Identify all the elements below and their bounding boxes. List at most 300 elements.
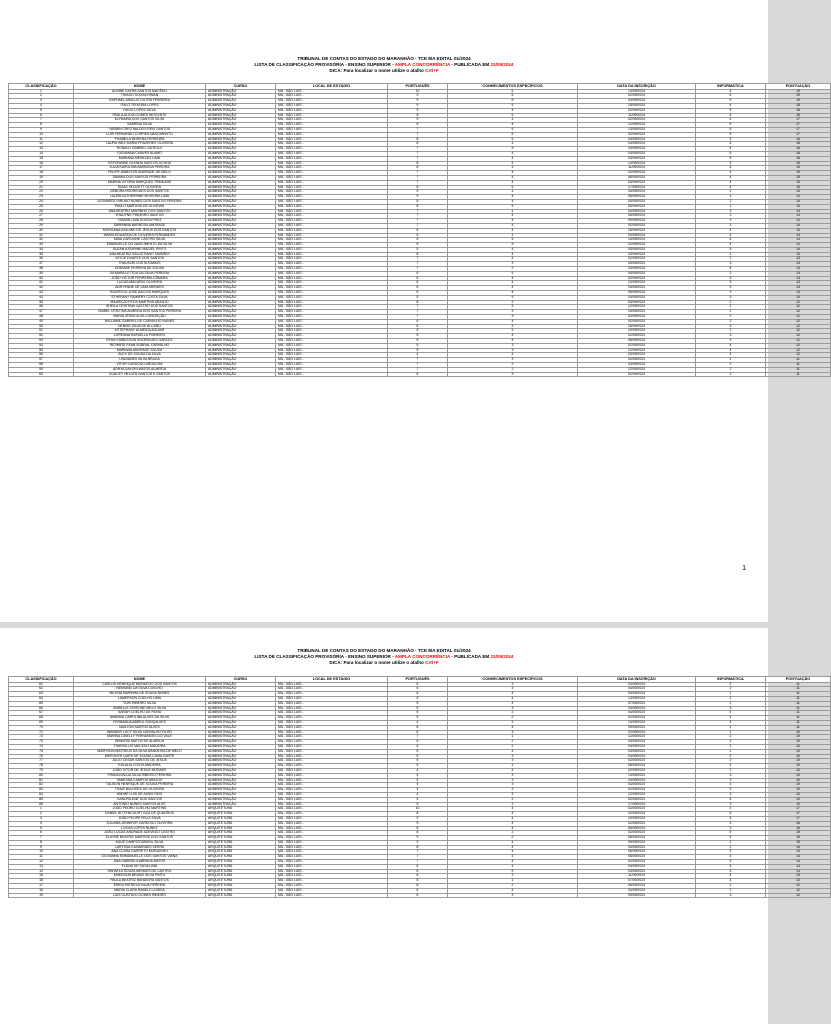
especificos-cell: 4 xyxy=(448,281,578,286)
portugues-cell: 7 xyxy=(388,257,448,262)
header-tip-text: DICA: Para localizar o nome utilize o atalho xyxy=(329,660,426,666)
informatica-cell: 3 xyxy=(696,223,766,228)
local-cell: MA - SÃO LUÍS - xyxy=(276,199,388,204)
portugues-cell: 7 xyxy=(388,315,448,320)
local-cell: MA - SÃO LUÍS - xyxy=(276,300,388,305)
especificos-cell: 4 xyxy=(448,812,578,817)
local-cell: MA - SÃO LUÍS - xyxy=(276,692,388,697)
local-cell: MA - SÃO LUÍS - xyxy=(276,132,388,137)
pontuacao-cell: 12 xyxy=(766,319,831,324)
nome-cell: JOÃO VITOR DE JESUS MORAES xyxy=(74,768,206,773)
classificacao-cell: 11 xyxy=(9,137,74,142)
informatica-cell: 3 xyxy=(696,339,766,344)
local-cell: MA - SÃO LUÍS - xyxy=(276,725,388,730)
pontuacao-cell: 12 xyxy=(766,334,831,339)
curso-cell: ADMINISTRAÇÃO xyxy=(206,701,276,706)
especificos-cell: 3 xyxy=(448,687,578,692)
especificos-cell: 4 xyxy=(448,339,578,344)
page-header xyxy=(0,56,768,75)
portugues-cell: 7 xyxy=(388,127,448,132)
informatica-cell: 3 xyxy=(696,281,766,286)
classificacao-cell: 8 xyxy=(9,840,74,845)
pontuacao-cell: 13 xyxy=(766,252,831,257)
nome-cell: ELAYNE BEATRIZ MARTINS DOS SANTOS xyxy=(74,836,206,841)
data-cell: 12/09/2024 xyxy=(578,735,696,740)
data-cell: 05/09/2024 xyxy=(578,291,696,296)
especificos-cell: 5 xyxy=(448,238,578,243)
informatica-cell: 5 xyxy=(696,151,766,156)
nome-cell: WERONYK LIARS DE SOUSA CAVALCANTE xyxy=(74,754,206,759)
data-cell: 10/09/2024 xyxy=(578,281,696,286)
portugues-cell: 7 xyxy=(388,267,448,272)
informatica-cell: 4 xyxy=(696,228,766,233)
nome-cell: SUZAN KATARINE MACIEL PINTO xyxy=(74,247,206,252)
portugues-cell: 7 xyxy=(388,850,448,855)
portugues-cell: 6 xyxy=(388,864,448,869)
classificacao-cell: 19 xyxy=(9,893,74,898)
portugues-cell: 6 xyxy=(388,687,448,692)
informatica-cell: 4 xyxy=(696,797,766,802)
portugues-cell: 6 xyxy=(388,291,448,296)
data-cell: 02/09/2024 xyxy=(578,788,696,793)
portugues-cell: 7 xyxy=(388,214,448,219)
nome-cell: MARIANA MENEZES LIMA xyxy=(74,156,206,161)
curso-cell: ADMINISTRAÇÃO xyxy=(206,783,276,788)
local-cell: MA - SÃO LUÍS - xyxy=(276,797,388,802)
classificacao-cell: 66 xyxy=(9,706,74,711)
nome-cell: ANDRÉ LUIS DE ASSIS REIS xyxy=(74,792,206,797)
data-cell: 06/09/2024 xyxy=(578,195,696,200)
data-cell: 04/09/2024 xyxy=(578,142,696,147)
especificos-cell: 4 xyxy=(448,353,578,358)
curso-cell: ADMINISTRAÇÃO xyxy=(206,89,276,94)
local-cell: MA - SÃO LUÍS - xyxy=(276,113,388,118)
nome-cell: ITALO TEIXEIRA LOPES xyxy=(74,103,206,108)
portugues-cell: 9 xyxy=(388,190,448,195)
pontuacao-cell: 16 xyxy=(766,156,831,161)
local-cell: MA - SÃO LUÍS - xyxy=(276,363,388,368)
especificos-cell: 4 xyxy=(448,864,578,869)
curso-cell: ADMINISTRAÇÃO xyxy=(206,156,276,161)
data-cell: 02/09/2024 xyxy=(578,768,696,773)
especificos-cell: 1 xyxy=(448,735,578,740)
nome-cell: NEMIAND DA SILVA COELHO xyxy=(74,687,206,692)
column-header: DATA DA INSCRIÇÃO xyxy=(578,84,696,90)
data-cell: 03/09/2024 xyxy=(578,783,696,788)
especificos-cell: 3 xyxy=(448,706,578,711)
classificacao-cell: 16 xyxy=(9,161,74,166)
header-line-2-highlight: AMPLA CONCORRÊNCIA xyxy=(394,62,451,68)
nome-cell: CARLOS HENRIQUE MONDEGO DOS SANTOS xyxy=(74,682,206,687)
curso-cell: ADMINISTRAÇÃO xyxy=(206,319,276,324)
nome-cell: LAURA INEZ MARIA PRAZERES OLIVEIRA xyxy=(74,142,206,147)
data-cell: 03/09/2024 xyxy=(578,740,696,745)
informatica-cell: 4 xyxy=(696,147,766,152)
classificacao-cell: 39 xyxy=(9,271,74,276)
informatica-cell: 3 xyxy=(696,214,766,219)
nome-cell: LARYSSA GUIMARAES SERRA xyxy=(74,845,206,850)
local-cell: MA - SÃO LUÍS - xyxy=(276,319,388,324)
informatica-cell: 2 xyxy=(696,257,766,262)
nome-cell: LAURA KATHERINNE MOREIRA LIMA xyxy=(74,195,206,200)
pontuacao-cell: 16 xyxy=(766,142,831,147)
informatica-cell: 1 xyxy=(696,692,766,697)
nome-cell: RAPHAEL ARAUJO DUTRA FERREIRA xyxy=(74,99,206,104)
classificacao-cell: 4 xyxy=(9,821,74,826)
curso-cell: ADMINISTRAÇÃO xyxy=(206,103,276,108)
data-cell: 02/09/2024 xyxy=(578,358,696,363)
pontuacao-cell: 12 xyxy=(766,329,831,334)
classificacao-cell: 35 xyxy=(9,252,74,257)
especificos-cell: 2 xyxy=(448,802,578,807)
curso-cell: ADMINISTRAÇÃO xyxy=(206,788,276,793)
classificacao-cell: 9 xyxy=(9,127,74,132)
curso-cell: ADMINISTRAÇÃO xyxy=(206,339,276,344)
informatica-cell: 5 xyxy=(696,812,766,817)
data-cell: 10/09/2024 xyxy=(578,238,696,243)
pontuacao-cell: 14 xyxy=(766,228,831,233)
local-cell: MA - SÃO LUÍS - xyxy=(276,701,388,706)
data-cell: 05/09/2024 xyxy=(578,204,696,209)
especificos-cell: 4 xyxy=(448,123,578,128)
pontuacao-cell: 14 xyxy=(766,195,831,200)
curso-cell: ADMINISTRAÇÃO xyxy=(206,161,276,166)
especificos-cell: 3 xyxy=(448,358,578,363)
especificos-cell: 4 xyxy=(448,821,578,826)
especificos-cell: 3 xyxy=(448,788,578,793)
curso-cell: ARQUITETURA xyxy=(206,816,276,821)
curso-cell: ADMINISTRAÇÃO xyxy=(206,137,276,142)
especificos-cell: 5 xyxy=(448,132,578,137)
pontuacao-cell: 12 xyxy=(766,343,831,348)
especificos-cell: 2 xyxy=(448,711,578,716)
local-cell: MA - SÃO LUÍS - xyxy=(276,291,388,296)
curso-cell: ARQUITETURA xyxy=(206,884,276,889)
data-cell: 03/09/2024 xyxy=(578,137,696,142)
data-cell: 02/09/2024 xyxy=(578,276,696,281)
especificos-cell: 4 xyxy=(448,190,578,195)
local-cell: MA - SÃO LUÍS - xyxy=(276,845,388,850)
pontuacao-cell: 14 xyxy=(766,855,831,860)
data-cell: 02/09/2024 xyxy=(578,716,696,721)
local-cell: MA - SÃO LUÍS - xyxy=(276,334,388,339)
nome-cell: RAFAELA SOUZA MENDES DE CASTRO xyxy=(74,869,206,874)
curso-cell: ADMINISTRAÇÃO xyxy=(206,94,276,99)
informatica-cell: 4 xyxy=(696,233,766,238)
local-cell: MA - SÃO LUÍS - xyxy=(276,740,388,745)
nome-cell: MAURICIO FELIX MARTINS ARAÚJO xyxy=(74,300,206,305)
especificos-cell: 3 xyxy=(448,324,578,329)
classificacao-cell: 2 xyxy=(9,812,74,817)
data-cell: 06/09/2024 xyxy=(578,884,696,889)
nome-cell: LUIS FERNANDO CORREA NASCIMENTO xyxy=(74,132,206,137)
nome-cell: WANDER LUCY SILVA CARVALHO FILHO xyxy=(74,730,206,735)
local-cell: MA - SÃO LUÍS - xyxy=(276,783,388,788)
nome-cell: SILMARA LETICIA DA SILVA PEREIRA xyxy=(74,271,206,276)
data-cell: 04/09/2024 xyxy=(578,99,696,104)
curso-cell: ADMINISTRAÇÃO xyxy=(206,147,276,152)
informatica-cell: 4 xyxy=(696,879,766,884)
data-cell: 04/09/2024 xyxy=(578,711,696,716)
nome-cell: SHEILA CRISTINA CASTRO DOS SANTOS xyxy=(74,305,206,310)
informatica-cell: 3 xyxy=(696,850,766,855)
nome-cell: ERIKA PATRÍCIA SILVA PEREIRA xyxy=(74,884,206,889)
nome-cell: PAULA BEATRIZ BANDEIRA SANTOS xyxy=(74,879,206,884)
classificacao-cell: 27 xyxy=(9,214,74,219)
classificacao-cell: 19 xyxy=(9,175,74,180)
portugues-cell: 6 xyxy=(388,372,448,377)
informatica-cell: 3 xyxy=(696,792,766,797)
especificos-cell: 5 xyxy=(448,127,578,132)
classificacao-cell: 79 xyxy=(9,768,74,773)
nome-cell: FRANCIVALDA SILVA RIBEIRO PEREIRA xyxy=(74,773,206,778)
classificacao-cell: 71 xyxy=(9,730,74,735)
column-header: INFORMÁTICA xyxy=(696,84,766,90)
portugues-cell: 7 xyxy=(388,151,448,156)
curso-cell: ARQUITETURA xyxy=(206,850,276,855)
informatica-cell: 5 xyxy=(696,247,766,252)
classificacao-cell: 16 xyxy=(9,879,74,884)
curso-cell: ADMINISTRAÇÃO xyxy=(206,185,276,190)
portugues-cell: 9 xyxy=(388,816,448,821)
informatica-cell: 3 xyxy=(696,869,766,874)
data-cell: 13/09/2024 xyxy=(578,696,696,701)
classificacao-cell: 74 xyxy=(9,744,74,749)
classificacao-cell: 55 xyxy=(9,348,74,353)
column-header: LOCAL DE ESTÁGIO xyxy=(276,84,388,90)
informatica-cell: 3 xyxy=(696,262,766,267)
informatica-cell: 2 xyxy=(696,754,766,759)
classificacao-cell: 7 xyxy=(9,118,74,123)
pontuacao-cell: 17 xyxy=(766,816,831,821)
pontuacao-cell: 15 xyxy=(766,171,831,176)
nome-cell: AMANDA CAROLINA ALVES DA SILVA xyxy=(74,716,206,721)
nome-cell: ANA BEATRIZ MARINHO DOS SANTOS xyxy=(74,209,206,214)
local-cell: MA - SÃO LUÍS - xyxy=(276,840,388,845)
classificacao-cell: 33 xyxy=(9,243,74,248)
pontuacao-cell: 15 xyxy=(766,831,831,836)
classificacao-cell: 10 xyxy=(9,132,74,137)
especificos-cell: 4 xyxy=(448,142,578,147)
column-header: DATA DA INSCRIÇÃO xyxy=(578,677,696,683)
pontuacao-cell: 14 xyxy=(766,214,831,219)
classificacao-cell: 67 xyxy=(9,711,74,716)
especificos-cell: 4 xyxy=(448,199,578,204)
curso-cell: ADMINISTRAÇÃO xyxy=(206,281,276,286)
local-cell: MA - SÃO LUÍS - xyxy=(276,180,388,185)
pontuacao-cell: 11 xyxy=(766,706,831,711)
especificos-cell: 4 xyxy=(448,171,578,176)
nome-cell: GIOVANNA EMMANUELLE DOS SANTOS VIANA xyxy=(74,855,206,860)
especificos-cell: 3 xyxy=(448,855,578,860)
classificacao-cell: 10 xyxy=(9,850,74,855)
nome-cell: LUCAS LOPES NUNEZ xyxy=(74,826,206,831)
local-cell: MA - SÃO LUÍS - xyxy=(276,94,388,99)
portugues-cell: 7 xyxy=(388,175,448,180)
nome-cell: DANIEL BITTENCOURT GÇA DE QUADROS xyxy=(74,812,206,817)
classificacao-cell: 3 xyxy=(9,816,74,821)
especificos-cell: 4 xyxy=(448,195,578,200)
informatica-cell: 2 xyxy=(696,310,766,315)
informatica-cell: 4 xyxy=(696,343,766,348)
local-cell: MA - SÃO LUÍS - xyxy=(276,238,388,243)
portugues-cell: 9 xyxy=(388,103,448,108)
curso-cell: ADMINISTRAÇÃO xyxy=(206,262,276,267)
classificacao-cell: 5 xyxy=(9,826,74,831)
especificos-cell: 4 xyxy=(448,286,578,291)
data-cell: 11/09/2024 xyxy=(578,166,696,171)
portugues-cell: 7 xyxy=(388,310,448,315)
data-cell: 06/09/2024 xyxy=(578,826,696,831)
informatica-cell: 5 xyxy=(696,831,766,836)
nome-cell: GIOVANNA CHAVES ALAMO xyxy=(74,151,206,156)
nome-cell: GUACEY HELLEN SANTOS E SANTOS xyxy=(74,372,206,377)
data-cell: 03/09/2024 xyxy=(578,692,696,697)
especificos-cell: 5 xyxy=(448,295,578,300)
local-cell: MA - SÃO LUÍS - xyxy=(276,228,388,233)
curso-cell: ADMINISTRAÇÃO xyxy=(206,127,276,132)
pontuacao-cell: 11 xyxy=(766,720,831,725)
column-header: INFORMÁTICA xyxy=(696,677,766,683)
portugues-cell: 8 xyxy=(388,142,448,147)
local-cell: MA - SÃO LUÍS - xyxy=(276,99,388,104)
data-cell: 02/09/2024 xyxy=(578,257,696,262)
nome-cell: SABRINA SILVA xyxy=(74,123,206,128)
portugues-cell: 8 xyxy=(388,826,448,831)
pontuacao-cell: 18 xyxy=(766,113,831,118)
local-cell: MA - SÃO LUÍS - xyxy=(276,127,388,132)
data-cell: 02/09/2024 xyxy=(578,319,696,324)
nome-cell: JOYCE DUARTE DOS SANTOS xyxy=(74,257,206,262)
especificos-cell: 3 xyxy=(448,343,578,348)
pontuacao-cell: 13 xyxy=(766,874,831,879)
curso-cell: ADMINISTRAÇÃO xyxy=(206,247,276,252)
especificos-cell: 4 xyxy=(448,840,578,845)
classificacao-cell: 31 xyxy=(9,233,74,238)
local-cell: MA - SÃO LUÍS - xyxy=(276,204,388,209)
local-cell: MA - SÃO LUÍS - xyxy=(276,884,388,889)
nome-cell: VITOR CARDOSO AROUCHA xyxy=(74,363,206,368)
informatica-cell: 4 xyxy=(696,171,766,176)
curso-cell: ADMINISTRAÇÃO xyxy=(206,142,276,147)
data-cell: 09/09/2024 xyxy=(578,725,696,730)
curso-cell: ARQUITETURA xyxy=(206,864,276,869)
pontuacao-cell: 11 xyxy=(766,687,831,692)
data-cell: 04/09/2024 xyxy=(578,845,696,850)
local-cell: MA - SÃO LUÍS - xyxy=(276,831,388,836)
especificos-cell: 5 xyxy=(448,329,578,334)
curso-cell: ADMINISTRAÇÃO xyxy=(206,305,276,310)
classificacao-cell: 43 xyxy=(9,291,74,296)
classificacao-cell: 53 xyxy=(9,339,74,344)
data-cell: 02/09/2024 xyxy=(578,372,696,377)
pontuacao-cell: 17 xyxy=(766,118,831,123)
portugues-cell: 4 xyxy=(388,778,448,783)
curso-cell: ADMINISTRAÇÃO xyxy=(206,682,276,687)
curso-cell: ADMINISTRAÇÃO xyxy=(206,233,276,238)
especificos-cell: 2 xyxy=(448,300,578,305)
informatica-cell: 4 xyxy=(696,243,766,248)
nome-cell: EMANUELLE DO NASCIMENTO DA SILVA xyxy=(74,243,206,248)
especificos-cell: 2 xyxy=(448,797,578,802)
curso-cell: ADMINISTRAÇÃO xyxy=(206,276,276,281)
local-cell: MA - SÃO LUÍS - xyxy=(276,711,388,716)
portugues-cell: 5 xyxy=(388,716,448,721)
portugues-cell: 8 xyxy=(388,113,448,118)
portugues-cell: 8 xyxy=(388,252,448,257)
data-cell: 11/09/2024 xyxy=(578,874,696,879)
header-line-2-date: 23/09/2024 xyxy=(490,654,514,660)
pontuacao-cell: 14 xyxy=(766,190,831,195)
header-line-1: TRIBUNAL DE CONTAS DO ESTADO DO MARANHÃO - TCE MA EDITAL 01/2024 xyxy=(297,648,471,653)
portugues-cell: 7 xyxy=(388,305,448,310)
curso-cell: ADMINISTRAÇÃO xyxy=(206,151,276,156)
curso-cell: ARQUITETURA xyxy=(206,879,276,884)
pontuacao-cell: 11 xyxy=(766,725,831,730)
curso-cell: ADMINISTRAÇÃO xyxy=(206,329,276,334)
portugues-cell: 6 xyxy=(388,281,448,286)
local-cell: MA - SÃO LUÍS - xyxy=(276,744,388,749)
pontuacao-cell: 18 xyxy=(766,103,831,108)
portugues-cell: 9 xyxy=(388,840,448,845)
portugues-cell: 6 xyxy=(388,893,448,898)
local-cell: MA - SÃO LUÍS - xyxy=(276,836,388,841)
informatica-cell: 5 xyxy=(696,113,766,118)
classificacao-cell: 77 xyxy=(9,759,74,764)
informatica-cell: 1 xyxy=(696,190,766,195)
pontuacao-cell: 17 xyxy=(766,812,831,817)
classificacao-cell: 6 xyxy=(9,113,74,118)
classificacao-cell: 23 xyxy=(9,195,74,200)
classificacao-cell: 61 xyxy=(9,682,74,687)
especificos-cell: 3 xyxy=(448,754,578,759)
classificacao-cell: 12 xyxy=(9,142,74,147)
portugues-cell: 5 xyxy=(388,295,448,300)
pontuacao-cell: 10 xyxy=(766,797,831,802)
curso-cell: ARQUITETURA xyxy=(206,826,276,831)
pontuacao-cell: 10 xyxy=(766,759,831,764)
data-cell: 04/09/2024 xyxy=(578,687,696,692)
column-header: PONTUAÇÃO xyxy=(766,84,831,90)
column-header: PORTUGUÊS xyxy=(388,84,448,90)
especificos-cell: 2 xyxy=(448,716,578,721)
especificos-cell: 4 xyxy=(448,161,578,166)
pontuacao-cell: 12 xyxy=(766,324,831,329)
classificacao-cell: 17 xyxy=(9,884,74,889)
data-cell: 05/09/2024 xyxy=(578,214,696,219)
especificos-cell: 4 xyxy=(448,233,578,238)
classificacao-cell: 45 xyxy=(9,300,74,305)
data-cell: 02/09/2024 xyxy=(578,243,696,248)
portugues-cell: 5 xyxy=(388,706,448,711)
portugues-cell: 8 xyxy=(388,879,448,884)
pontuacao-cell: 16 xyxy=(766,147,831,152)
pontuacao-cell: 16 xyxy=(766,137,831,142)
pontuacao-cell: 10 xyxy=(766,740,831,745)
classificacao-cell: 18 xyxy=(9,171,74,176)
classificacao-cell: 36 xyxy=(9,257,74,262)
especificos-cell: 2 xyxy=(448,744,578,749)
portugues-cell: 6 xyxy=(388,888,448,893)
portugues-cell: 6 xyxy=(388,286,448,291)
pontuacao-cell: 14 xyxy=(766,209,831,214)
curso-cell: ADMINISTRAÇÃO xyxy=(206,367,276,372)
classificacao-cell: 42 xyxy=(9,286,74,291)
curso-cell: ARQUITETURA xyxy=(206,821,276,826)
informatica-cell: 5 xyxy=(696,156,766,161)
curso-cell: ADMINISTRAÇÃO xyxy=(206,195,276,200)
pontuacao-cell: 15 xyxy=(766,185,831,190)
